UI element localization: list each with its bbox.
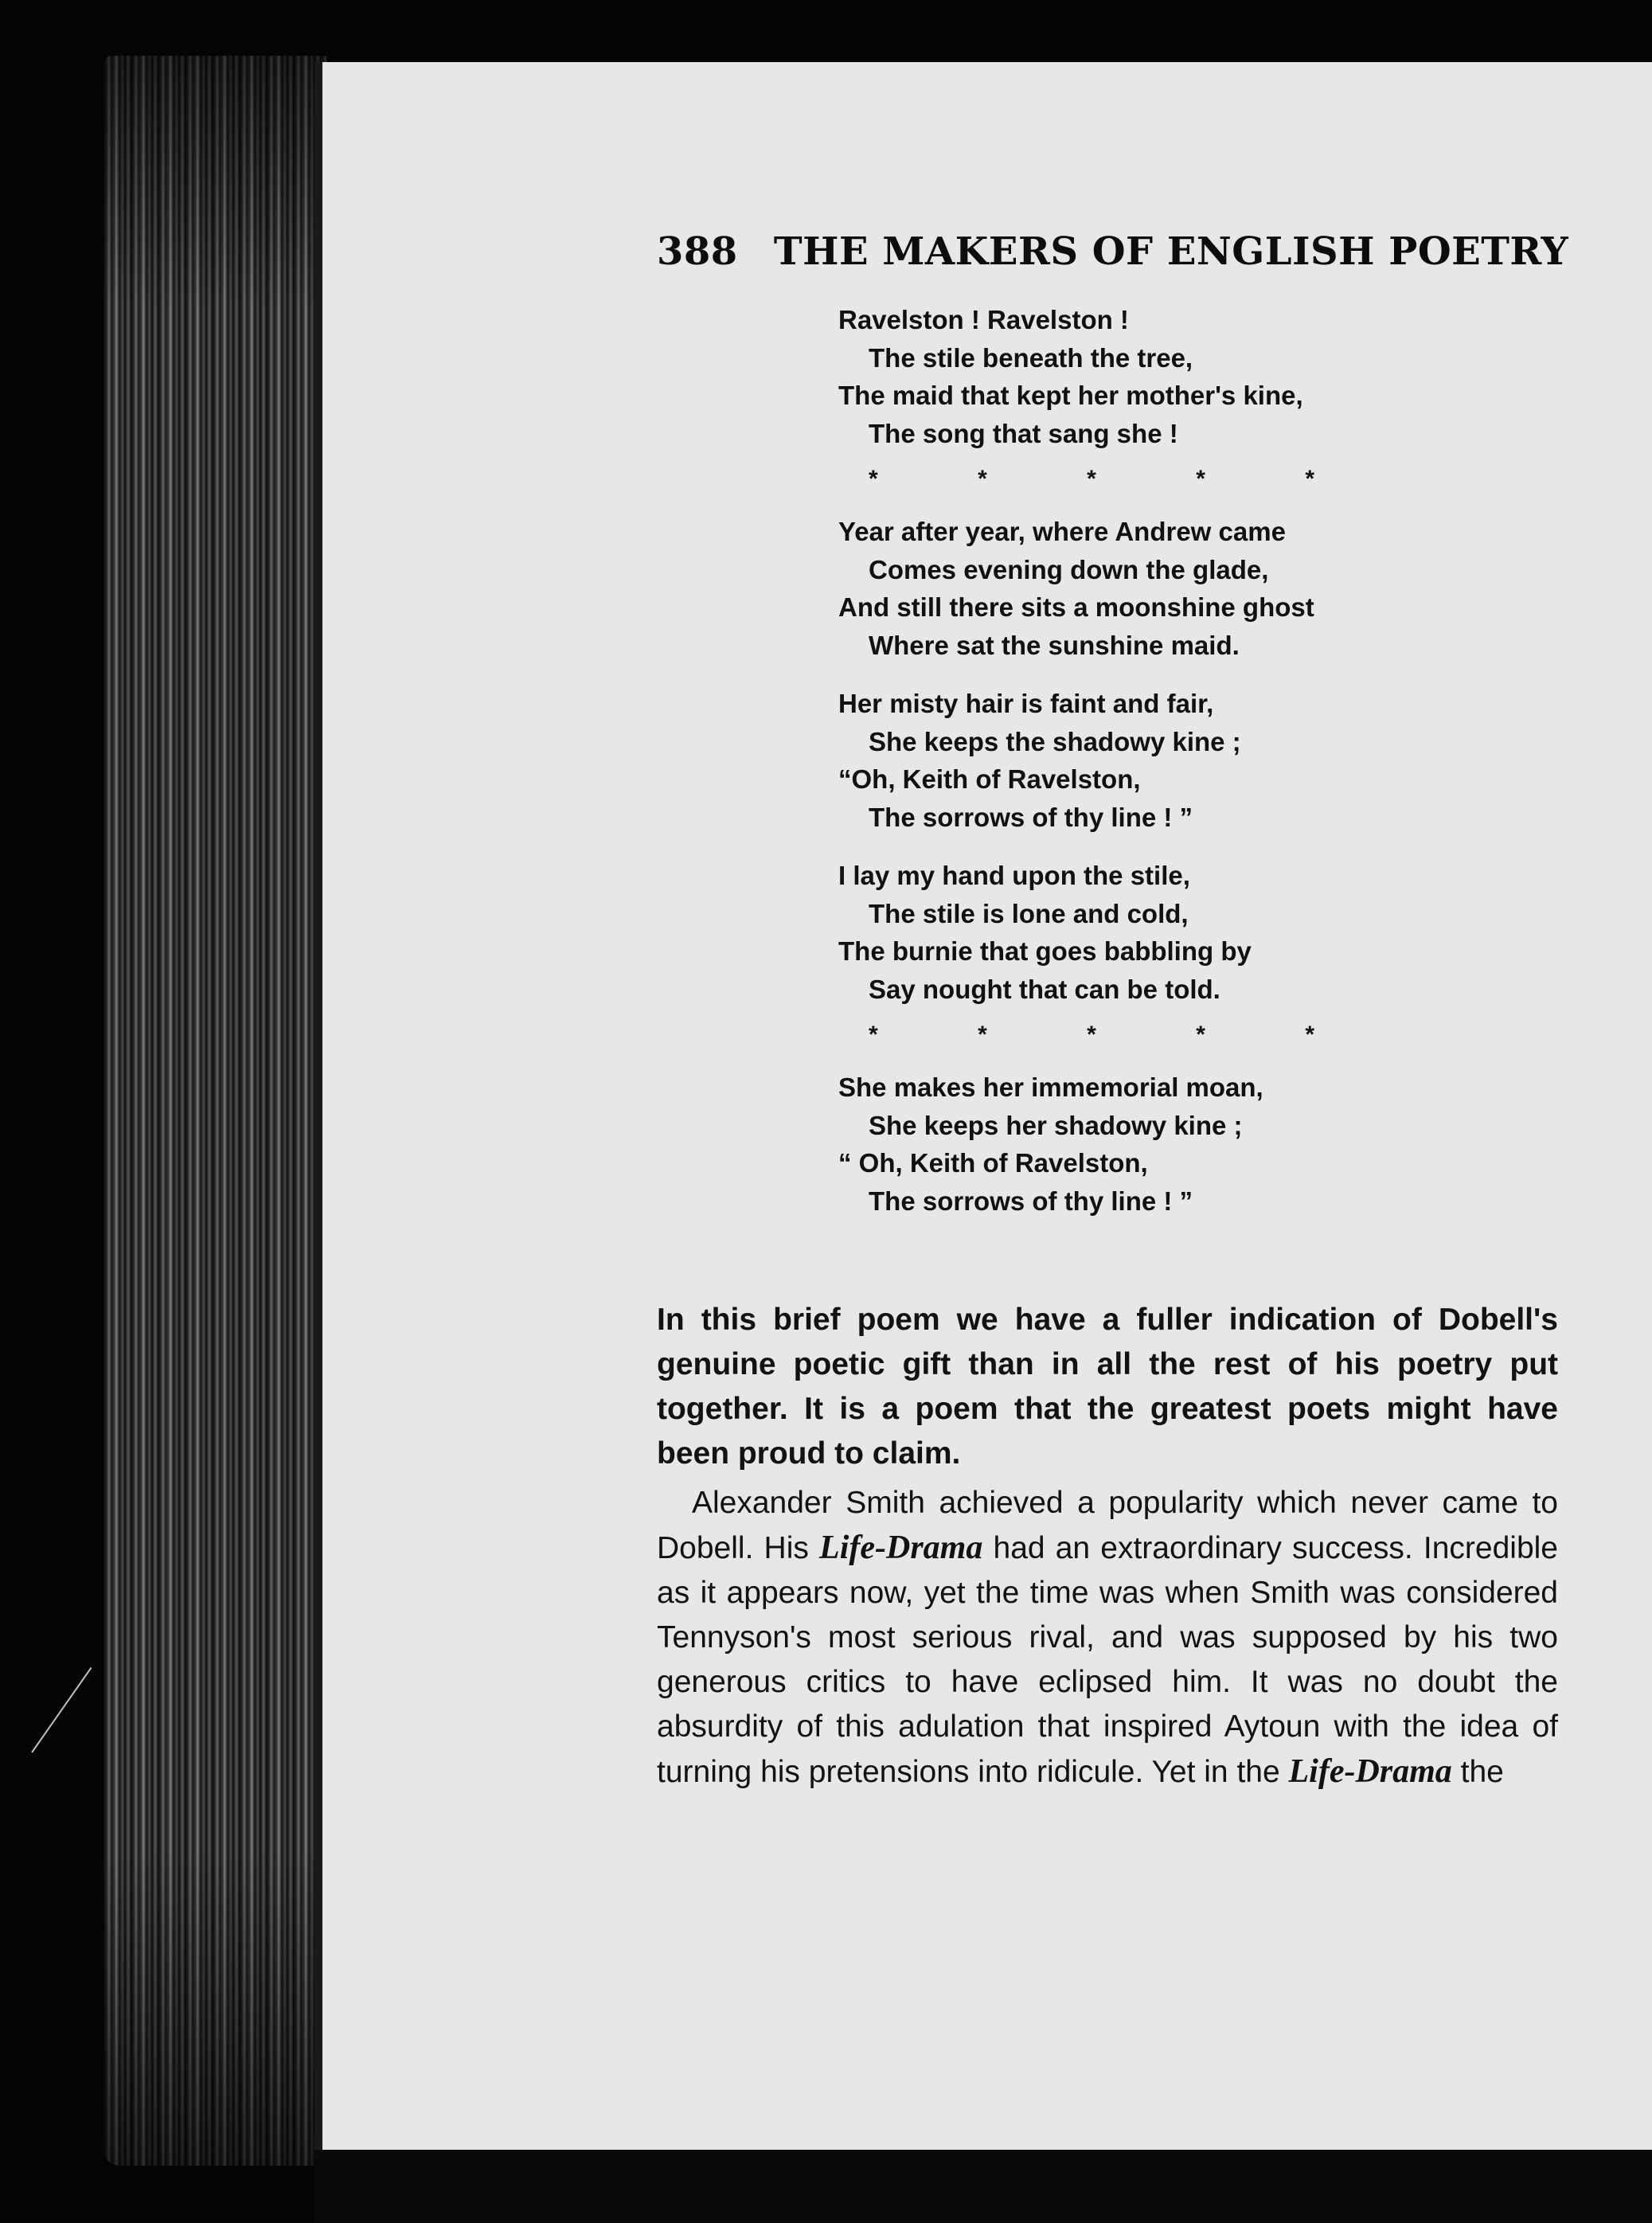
poem-line: Comes evening down the glade, [869,554,1269,584]
poem-stanza-5 [838,1069,1412,1220]
paragraph-2-text-a: Alexander Smith achieved a popularity which never came to Dobell. His [657,1486,1558,1565]
star-divider [838,467,1314,498]
star-glyph: * [978,466,987,492]
poem-line: The burnie that goes babbling by [838,936,1252,966]
poem-line: Her misty hair is faint and fair, [838,689,1214,718]
poem-line: The sorrows of thy line ! ” [869,1186,1193,1216]
poem-stanza-2 [838,513,1412,664]
page-bottom-shadow [314,2150,1652,2223]
poem-line: The stile beneath the tree, [869,342,1193,373]
running-head [657,229,1569,274]
poem-stanza-3 [838,685,1412,836]
paragraph-2-text-c: the [1451,1755,1504,1789]
star-glyph: * [1305,466,1314,492]
work-title-life-drama: Life-Drama [819,1530,983,1566]
poem-line: Year after year, where Andrew came [838,517,1286,546]
star-glyph: * [1196,1022,1205,1048]
poem-line: “Oh, Keith of Ravelston, [838,764,1141,794]
page [314,62,1652,2152]
work-title-life-drama: Life-Drama [1288,1753,1452,1790]
book-fore-edge [103,56,326,2166]
poem-line: Ravelston ! Ravelston ! [838,305,1129,334]
star-glyph: * [1087,466,1096,492]
poem-line: She makes her immemorial moan, [838,1072,1263,1102]
star-glyph: * [869,1022,878,1048]
poem-line: She keeps her shadowy kine ; [869,1110,1243,1140]
book-title: THE MAKERS OF ENGLISH POETRY [773,229,1569,274]
star-glyph: * [1305,1022,1314,1048]
poem-line: “ Oh, Keith of Ravelston, [838,1148,1148,1178]
poem-line: I lay my hand upon the stile, [838,861,1190,890]
poem-line: Say nought that can be told. [869,974,1220,1004]
poem-line: The song that sang she ! [869,418,1178,448]
poem-line: Where sat the sunshine maid. [869,630,1240,660]
poem-line: The sorrows of thy line ! ” [869,802,1193,832]
page-number: 388 [657,229,738,274]
poem-line: The maid that kept her mother's kine, [838,381,1303,410]
poem-line: And still there sits a moonshine ghost [838,592,1314,622]
star-glyph: * [1196,466,1205,492]
star-divider [838,1022,1314,1054]
paragraph-2 [657,1481,1558,1795]
star-glyph: * [869,466,878,492]
paragraph-2-text-b: had an extraordinary success. Incredible as it appears now, yet the time was when Smith was considered Tennyson's most serious rival, and was supposed by his two generous critics to have eclipsed him. It was no doubt the absurdity of this adulation that inspired Aytoun with the idea of turning his pretensions into ridicule. Yet in the [657,1531,1558,1789]
poem-stanza-4 [838,857,1412,1008]
star-glyph: * [978,1022,987,1048]
poem [838,301,1412,1240]
poem-line: The stile is lone and cold, [869,898,1189,928]
paragraph-1: In this brief poem we have a fuller indication of Dobell's genuine poetic gift than in all the rest of his poetry put together. It is a poem that the greatest poets might have been proud to claim. [657,1303,1558,1471]
scan-scratch [31,1667,92,1753]
poem-stanza-1 [838,301,1412,452]
prose-body [657,1298,1558,1795]
star-glyph: * [1087,1022,1096,1048]
poem-line: She keeps the shadowy kine ; [869,726,1241,756]
page-text-block [657,62,1652,2152]
